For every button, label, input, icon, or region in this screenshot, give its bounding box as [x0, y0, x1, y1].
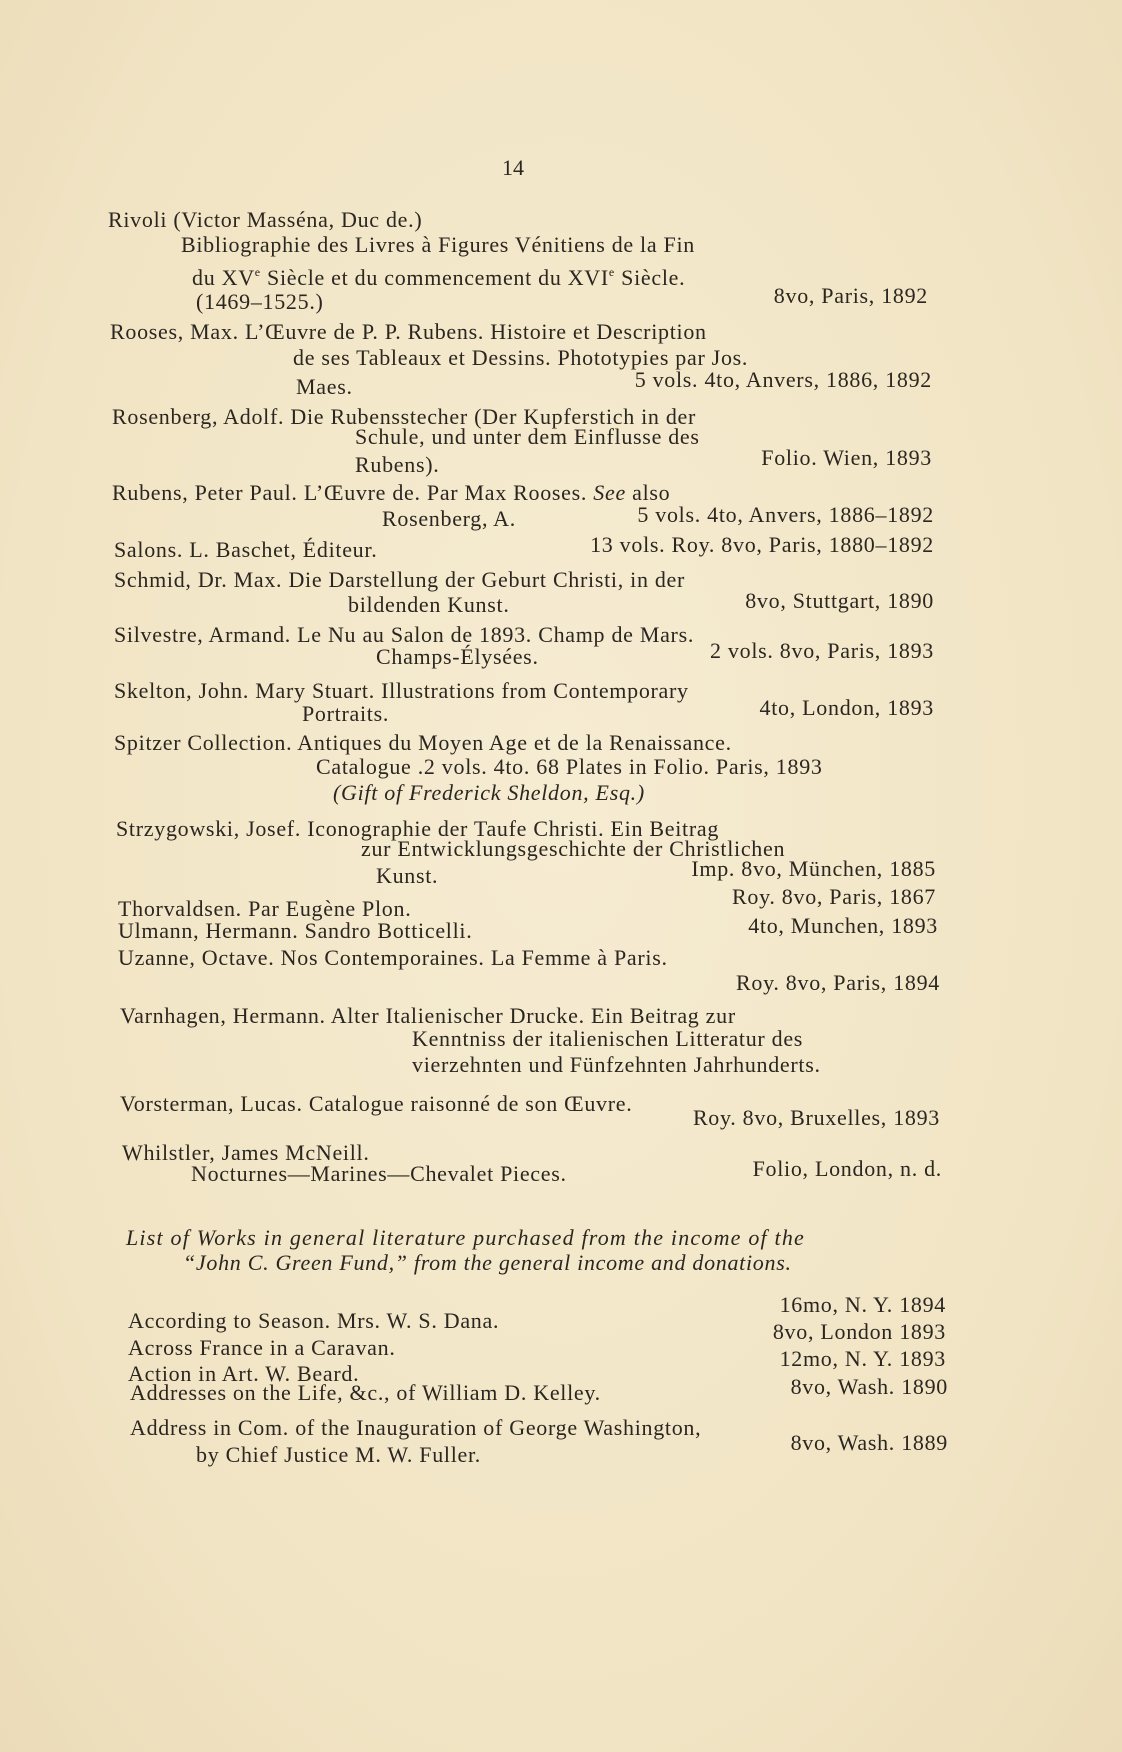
entry-imprint: Folio, London, n. d.: [752, 1156, 942, 1181]
gift-note: (Gift of Frederick Sheldon, Esq.): [333, 780, 645, 805]
entry-line: Portraits.: [302, 701, 390, 726]
entry-imprint: 5 vols. 4to, Anvers, 1886, 1892: [634, 367, 932, 392]
entry-imprint: 12mo, N. Y. 1893: [779, 1346, 946, 1371]
entry-imprint: 2 vols. 8vo, Paris, 1893: [710, 638, 934, 663]
section-heading-line: “John C. Green Fund,” from the general income and donations.: [183, 1250, 792, 1275]
entry-line: de ses Tableaux et Dessins. Phototypies par Jos.: [293, 345, 749, 370]
entry-line: Ulmann, Hermann. Sandro Botticelli.: [118, 918, 473, 943]
entry-line: by Chief Justice M. W. Fuller.: [196, 1442, 481, 1467]
entry-imprint: 8vo, Wash. 1890: [790, 1374, 948, 1399]
entry-line: Schmid, Dr. Max. Die Darstellung der Geburt Christi, in der: [114, 567, 686, 592]
entry-line: Kunst.: [376, 863, 439, 888]
entry-imprint: 8vo, Stuttgart, 1890: [745, 588, 934, 613]
entry-line: Across France in a Caravan.: [128, 1335, 396, 1360]
entry-line: Vorsterman, Lucas. Catalogue raisonné de son Œuvre.: [120, 1091, 633, 1116]
entry-imprint: Folio. Wien, 1893: [761, 445, 932, 470]
entry-line: According to Season. Mrs. W. S. Dana.: [128, 1308, 500, 1333]
entry-line: Salons. L. Baschet, Éditeur.: [114, 537, 378, 562]
entry-line: Action in Art. W. Beard.: [128, 1361, 360, 1386]
entry-line: Rivoli (Victor Masséna, Duc de.): [108, 207, 423, 232]
entry-imprint: 8vo, London 1893: [772, 1319, 946, 1344]
entry-imprint: Imp. 8vo, München, 1885: [691, 856, 936, 881]
entry-line: Rooses, Max. L’Œuvre de P. P. Rubens. Histoire et Description: [110, 319, 707, 344]
entry-imprint: 8vo, Paris, 1892: [773, 283, 928, 308]
entry-line: Spitzer Collection. Antiques du Moyen Age et de la Renaissance.: [114, 730, 732, 755]
entry-imprint: Roy. 8vo, Bruxelles, 1893: [692, 1105, 940, 1130]
entry-imprint: 4to, London, 1893: [759, 695, 934, 720]
entry-imprint: 5 vols. 4to, Anvers, 1886–1892: [637, 502, 934, 527]
entry-line: Catalogue .2 vols. 4to. 68 Plates in Folio. Paris, 1893: [316, 754, 823, 779]
entry-line: Champs-Élysées.: [376, 644, 539, 669]
entry-line: Bibliographie des Livres à Figures Vénitiens de la Fin: [181, 232, 695, 257]
entry-imprint: Roy. 8vo, Paris, 1894: [736, 970, 940, 995]
entry-line: Skelton, John. Mary Stuart. Illustrations from Contemporary: [114, 678, 689, 703]
entry-line: Schule, und unter dem Einflusse des: [355, 424, 700, 449]
entry-line: Address in Com. of the Inauguration of George Washington,: [130, 1415, 702, 1440]
entry-imprint: 16mo, N. Y. 1894: [779, 1292, 946, 1317]
entry-line: Kenntniss der italienischen Litteratur des: [412, 1026, 804, 1051]
entry-line: Rubens, Peter Paul. L’Œuvre de. Par Max Rooses. See also: [112, 480, 671, 505]
entry-line: Uzanne, Octave. Nos Contemporaines. La Femme à Paris.: [118, 945, 668, 970]
entry-line: Maes.: [296, 374, 353, 399]
entry-imprint: 13 vols. Roy. 8vo, Paris, 1880–1892: [590, 532, 934, 557]
entry-imprint: 4to, Munchen, 1893: [748, 913, 938, 938]
entry-line: Thorvaldsen. Par Eugène Plon.: [118, 896, 412, 921]
entry-line: Rosenberg, Adolf. Die Rubensstecher (Der Kupferstich in der: [112, 404, 697, 429]
entry-line: Addresses on the Life, &c., of William D. Kelley.: [130, 1380, 601, 1405]
entry-line: zur Entwicklungsgeschichte der Christlichen: [361, 836, 786, 861]
entry-line: Silvestre, Armand. Le Nu au Salon de 1893. Champ de Mars.: [114, 622, 695, 647]
entry-line: Strzygowski, Josef. Iconographie der Taufe Christi. Ein Beitrag: [116, 816, 720, 841]
entry-line: bildenden Kunst.: [348, 592, 510, 617]
entry-line: Whilstler, James McNeill.: [122, 1140, 370, 1165]
entry-line: Rubens).: [355, 452, 440, 477]
section-heading-line: List of Works in general literature purchased from the income of the: [126, 1225, 806, 1250]
entry-line: (1469–1525.): [196, 289, 324, 314]
entry-line: Varnhagen, Hermann. Alter Italienischer Drucke. Ein Beitrag zur: [120, 1003, 736, 1028]
entry-imprint: 8vo, Wash. 1889: [790, 1430, 948, 1455]
entry-line: du XVe Siècle et du commencement du XVIe Siècle.: [192, 265, 686, 290]
entry-line: Rosenberg, A.: [382, 506, 516, 531]
entry-line: vierzehnten und Fünfzehnten Jahrhunderts.: [412, 1052, 821, 1077]
entry-line: Nocturnes—Marines—Chevalet Pieces.: [191, 1161, 567, 1186]
page-number: 14: [502, 155, 524, 180]
entry-imprint: Roy. 8vo, Paris, 1867: [732, 884, 936, 909]
